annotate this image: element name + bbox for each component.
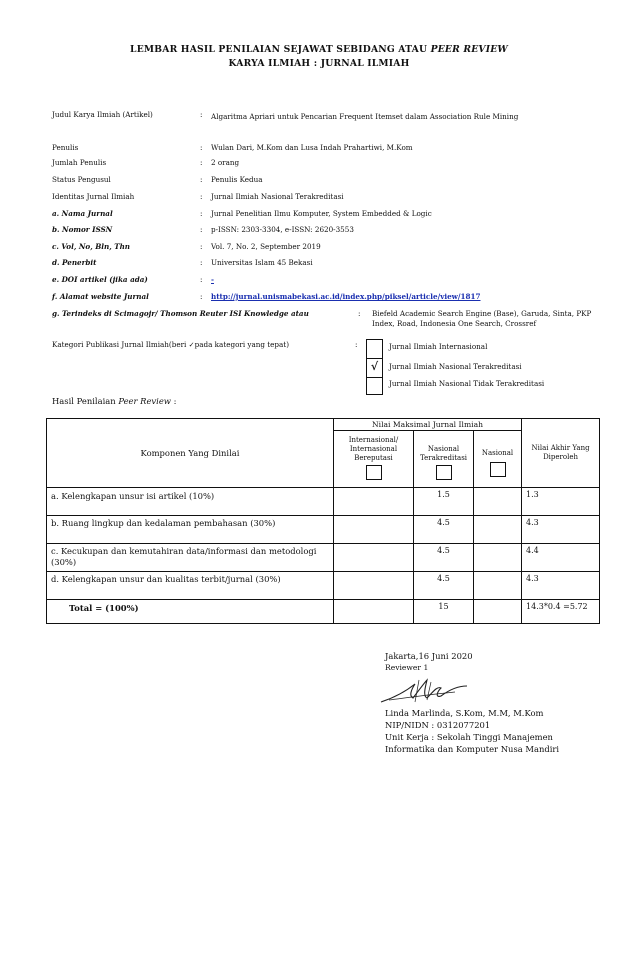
value-terindeks: Biefeld Academic Search Engine (Base), Garuda, Sinta, PKP Index, Road, Indonesia One Search, Crossref <box>372 309 592 328</box>
row-label: b. Ruang lingkup dan kedalaman pembahasan (30%) <box>47 516 334 544</box>
row-empty <box>474 544 522 572</box>
document-title: LEMBAR HASIL PENILAIAN SEJAWAT SEBIDANG ATAU PEER REVIEW <box>130 44 508 55</box>
reviewer-label: Reviewer 1 <box>385 663 429 672</box>
checkbox-nasional-tidak[interactable] <box>366 377 383 395</box>
header-internasional <box>334 431 414 488</box>
label-penulis: Penulis <box>52 143 79 152</box>
row-max: 4.5 <box>414 516 474 544</box>
row-empty <box>334 488 414 516</box>
header-nasional-label: Nasional <box>481 448 514 457</box>
row-max: 1.5 <box>414 488 474 516</box>
row-empty <box>334 516 414 544</box>
reviewer-unit: Unit Kerja : Sekolah Tinggi Manajemen Informatika dan Komputer Nusa Mandiri <box>385 732 560 754</box>
doi-link[interactable]: - <box>211 275 214 284</box>
option-nasional-terakreditasi: Jurnal Ilmiah Nasional Terakreditasi <box>389 362 522 371</box>
colon: : <box>200 110 203 119</box>
colon: : <box>355 340 358 349</box>
colon: : <box>200 175 203 184</box>
label-jumlah: Jumlah Penulis <box>52 158 107 167</box>
row-empty <box>334 544 414 572</box>
row-akhir: 4.3 <box>522 516 600 544</box>
label-issn: b. Nomor ISSN <box>52 225 113 234</box>
label-identitas: Identitas Jurnal Ilmiah <box>52 192 135 201</box>
signature-image <box>375 676 475 708</box>
table-total-row <box>47 600 600 624</box>
value-penulis: Wulan Dari, M.Kom dan Lusa Indah Prahartiwi, M.Kom <box>211 143 413 152</box>
colon: : <box>200 275 203 284</box>
row-empty <box>474 516 522 544</box>
website-link[interactable]: http://jurnal.unismabekasi.ac.id/index.php/piksel/article/view/1817 <box>211 292 481 301</box>
value-vol: Vol. 7, No. 2, September 2019 <box>211 242 321 251</box>
header-nilai-akhir: Nilai Akhir Yang Diperoleh <box>522 419 600 488</box>
value-issn: p-ISSN: 2303-3304, e-ISSN: 2620-3553 <box>211 225 354 234</box>
label-kategori: Kategori Publikasi Jurnal Ilmiah(beri ✓pada kategori yang tepat) <box>52 340 289 349</box>
value-jumlah: 2 orang <box>211 158 240 167</box>
total-max: 15 <box>414 600 474 624</box>
row-empty <box>474 488 522 516</box>
table-row <box>47 572 600 600</box>
row-empty <box>334 600 414 624</box>
total-akhir: 14.3*0.4 =5.72 <box>522 600 600 624</box>
checkbox-col-nasional[interactable] <box>490 462 506 477</box>
colon: : <box>358 309 361 318</box>
value-penerbit: Universitas Islam 45 Bekasi <box>211 258 313 267</box>
value-judul: Algaritma Apriari untuk Pencarian Frequent Itemset dalam Association Rule Mining <box>211 112 519 121</box>
colon: : <box>200 192 203 201</box>
reviewer-nip: NIP/NIDN : 0312077201 <box>385 720 491 730</box>
label-doi: e. DOI artikel (jika ada) <box>52 275 148 284</box>
row-akhir: 4.3 <box>522 572 600 600</box>
colon: : <box>200 258 203 267</box>
row-label: a. Kelengkapan unsur isi artikel (10%) <box>47 488 334 516</box>
value-status: Penulis Kedua <box>211 175 263 184</box>
header-nilai-maksimal: Nilai Maksimal Jurnal Ilmiah <box>334 419 522 431</box>
label-vol: c. Vol, No, Bln, Thn <box>52 242 131 251</box>
checkbox-internasional[interactable] <box>366 339 383 359</box>
colon: : <box>200 143 203 152</box>
assessment-table <box>46 418 600 624</box>
row-max: 4.5 <box>414 572 474 600</box>
header-internasional-label: Internasional/ Internasional Bereputasi <box>348 435 399 462</box>
colon: : <box>200 158 203 167</box>
colon: : <box>200 209 203 218</box>
colon: : <box>200 292 203 301</box>
header-nasional-terakreditasi-label: Nasional Terakreditasi <box>419 445 468 462</box>
colon: : <box>200 225 203 234</box>
table-row <box>47 516 600 544</box>
row-max: 4.5 <box>414 544 474 572</box>
checkbox-nasional-terakreditasi[interactable]: √ <box>366 358 383 378</box>
value-website <box>211 292 586 302</box>
value-identitas: Jurnal Ilmiah Nasional Terakreditasi <box>211 192 344 201</box>
value-doi <box>211 275 586 285</box>
label-judul: Judul Karya Ilmiah (Artikel) <box>52 110 153 119</box>
value-nama-jurnal: Jurnal Penelitian Ilmu Komputer, System Embedded & Logic <box>211 209 432 218</box>
table-row <box>47 488 600 516</box>
row-empty <box>474 572 522 600</box>
row-akhir: 1.3 <box>522 488 600 516</box>
label-nama-jurnal: a. Nama Jurnal <box>52 209 113 218</box>
hasil-penilaian-label: Hasil Penilaian Peer Review : <box>52 396 177 406</box>
row-akhir: 4.4 <box>522 544 600 572</box>
row-label: c. Kecukupan dan kemutahiran data/informasi dan metodologi (30%) <box>47 544 334 572</box>
place-date: Jakarta,16 Juni 2020 <box>385 651 473 661</box>
label-status: Status Pengusul <box>52 175 111 184</box>
checkbox-col-nasional-terakreditasi[interactable] <box>436 465 452 480</box>
option-internasional: Jurnal Ilmiah Internasional <box>389 342 488 351</box>
total-label: Total = (100%) <box>47 600 334 624</box>
reviewer-name: Linda Marlinda, S.Kom, M.M, M.Kom <box>385 708 544 718</box>
row-empty <box>334 572 414 600</box>
colon: : <box>200 242 203 251</box>
document-subtitle: KARYA ILMIAH : JURNAL ILMIAH <box>228 58 410 69</box>
row-label: d. Kelengkapan unsur dan kualitas terbit/jurnal (30%) <box>47 572 334 600</box>
row-empty <box>474 600 522 624</box>
table-row <box>47 544 600 572</box>
label-website: f. Alamat website Jurnal <box>52 292 149 301</box>
option-nasional-tidak: Jurnal Ilmiah Nasional Tidak Terakreditasi <box>389 379 545 388</box>
header-nasional-terakreditasi <box>414 431 474 488</box>
header-komponen: Komponen Yang Dinilai <box>47 419 334 488</box>
checkbox-col-internasional[interactable] <box>366 465 382 480</box>
header-nasional <box>474 431 522 488</box>
label-penerbit: d. Penerbit <box>52 258 97 267</box>
label-terindeks: g. Terindeks di Scimagojr/ Thomson Reuter ISI Knowledge atau <box>52 309 309 318</box>
